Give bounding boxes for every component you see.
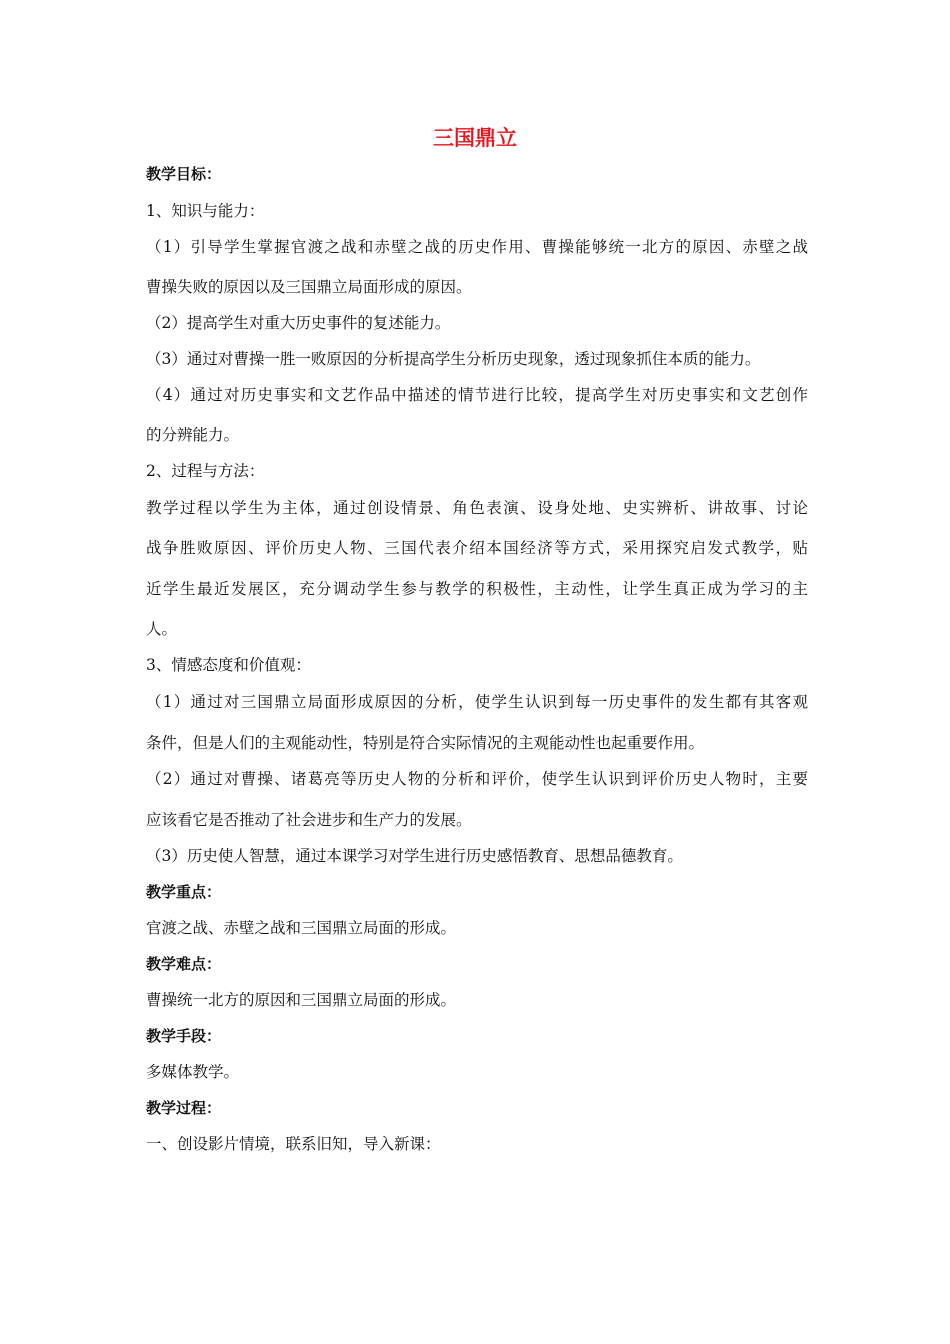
heading-teaching-process: 教学过程： xyxy=(146,1099,222,1117)
section-knowledge: 1、知识与能力： xyxy=(146,202,265,220)
paragraph-line: （4）通过对历史事实和文艺作品中描述的情节进行比较，提高学生对历史事实和文艺创作 xyxy=(146,386,808,404)
paragraph-line: （2）通过对曹操、诸葛亮等历史人物的分析和评价，使学生认识到评价历史人物时，主要 xyxy=(146,770,808,788)
paragraph-line: （1）引导学生掌握官渡之战和赤壁之战的历史作用、曹操能够统一北方的原因、赤壁之战 xyxy=(146,238,808,256)
paragraph-line: （2）提高学生对重大历史事件的复述能力。 xyxy=(146,314,451,332)
paragraph-line: 近学生最近发展区，充分调动学生参与教学的积极性，主动性，让学生真正成为学习的主 xyxy=(146,580,808,598)
paragraph-line: （3）通过对曹操一胜一败原因的分析提高学生分析历史现象，透过现象抓住本质的能力。 xyxy=(146,350,761,368)
section-attitude-values: 3、情感态度和价值观： xyxy=(146,656,311,674)
heading-objectives: 教学目标： xyxy=(146,165,222,183)
paragraph-line: 曹操失败的原因以及三国鼎立局面形成的原因。 xyxy=(146,278,472,296)
paragraph-line: 官渡之战、赤壁之战和三国鼎立局面的形成。 xyxy=(146,919,457,937)
paragraph-line: 条件，但是人们的主观能动性，特别是符合实际情况的主观能动性也起重要作用。 xyxy=(146,734,705,752)
paragraph-line: 人。 xyxy=(146,620,178,638)
heading-teaching-means: 教学手段： xyxy=(146,1027,222,1045)
heading-key-points: 教学重点： xyxy=(146,883,222,901)
paragraph-line: 曹操统一北方的原因和三国鼎立局面的形成。 xyxy=(146,991,457,1009)
paragraph-line: 一、创设影片情境，联系旧知，导入新课： xyxy=(146,1135,441,1153)
document-title: 三国鼎立 xyxy=(433,126,517,150)
paragraph-line: 应该看它是否推动了社会进步和生产力的发展。 xyxy=(146,811,472,829)
section-process-method: 2、过程与方法： xyxy=(146,462,265,480)
paragraph-line: 多媒体教学。 xyxy=(146,1063,240,1081)
paragraph-line: 战争胜败原因、评价历史人物、三国代表介绍本国经济等方式，采用探究启发式教学，贴 xyxy=(146,539,808,557)
paragraph-line: 的分辨能力。 xyxy=(146,426,240,444)
paragraph-line: （3）历史使人智慧，通过本课学习对学生进行历史感悟教育、思想品德教育。 xyxy=(146,847,683,865)
paragraph-line: 教学过程以学生为主体，通过创设情景、角色表演、设身处地、史实辨析、讲故事、讨论 xyxy=(146,499,808,517)
paragraph-line: （1）通过对三国鼎立局面形成原因的分析，使学生认识到每一历史事件的发生都有其客观 xyxy=(146,693,808,711)
heading-difficult-points: 教学难点： xyxy=(146,955,222,973)
